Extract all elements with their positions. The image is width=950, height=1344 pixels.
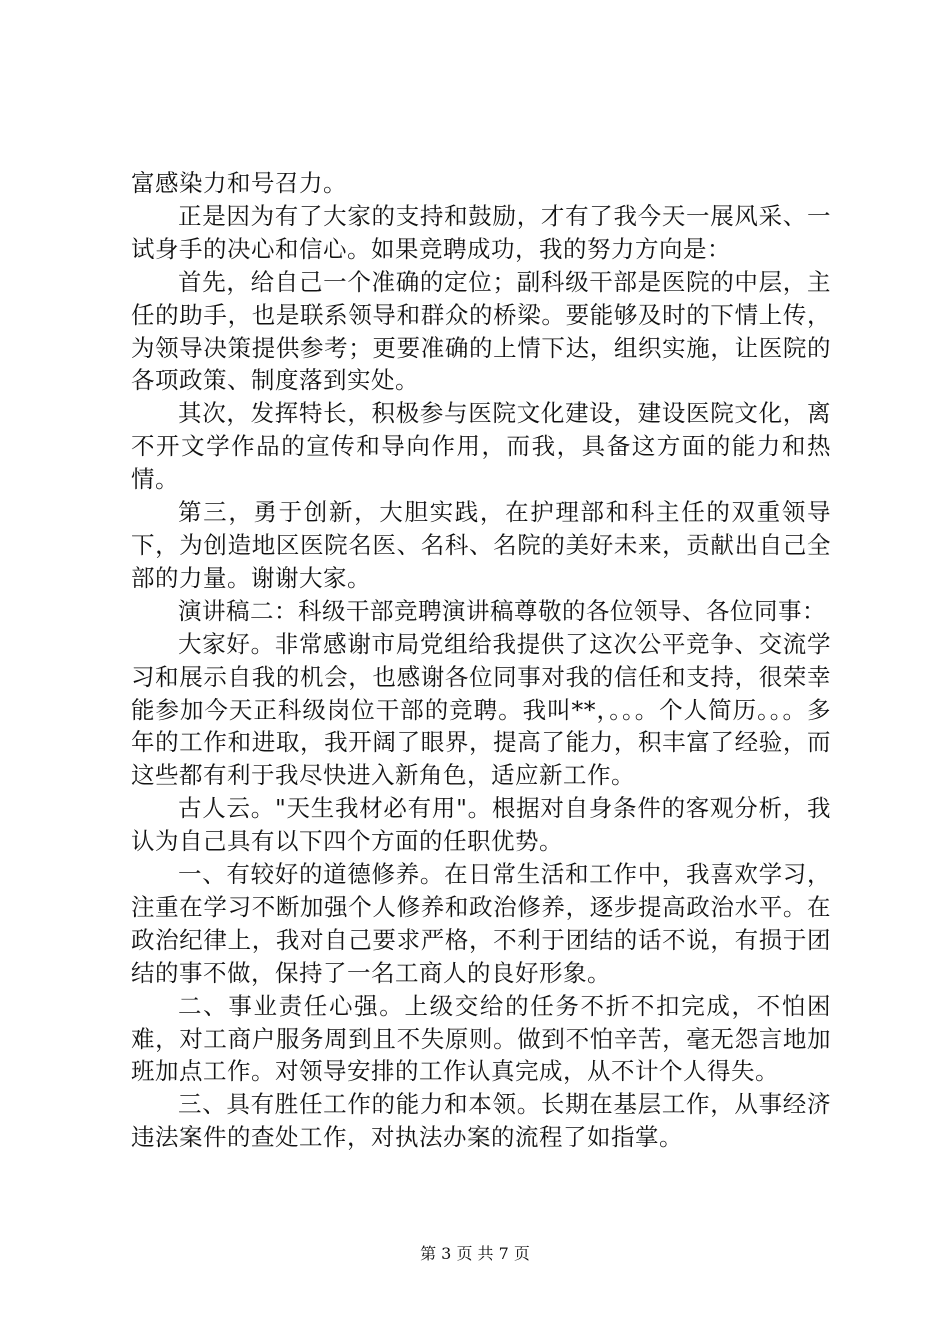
page-number-footer: 第 3 页 共 7 页	[420, 1244, 530, 1263]
paragraph: 演讲稿二：科级干部竞聘演讲稿尊敬的各位领导、各位同事：	[178, 596, 826, 625]
paragraph: 古人云。"天生我材必有用"。根据对自身条件的客观分析，我认为自己具有以下四个方面的任职优势。	[131, 794, 831, 856]
paragraph: 大家好。非常感谢市局党组给我提供了这次公平竞争、交流学习和展示自我的机会，也感谢各位同事对我的信任和支持，很荣幸能参加今天正科级岗位干部的竞聘。我叫**，。。。个人简历。。。多年的工作和进取，我开阔了眼界，提高了能力，积丰富了经验，而这些都有利于我尽快进入新角色，适应新工作。	[131, 629, 831, 790]
paragraph: 一、有较好的道德修养。在日常生活和工作中，我喜欢学习，注重在学习不断加强个人修养和政治修养，逐步提高政治水平。在政治纪律上，我对自己要求严格，不利于团结的话不说，有损于团结的事不做，保持了一名工商人的良好形象。	[131, 860, 831, 987]
paragraph: 第三，勇于创新，大胆实践，在护理部和科主任的双重领导下，为创造地区医院名医、名科、名院的美好未来，贡献出自己全部的力量。谢谢大家。	[131, 498, 831, 592]
paragraph: 正是因为有了大家的支持和鼓励，才有了我今天一展风采、一试身手的决心和信心。如果竞聘成功，我的努力方向是：	[131, 201, 831, 263]
paragraph: 首先，给自己一个准确的定位；副科级干部是医院的中层，主任的助手，也是联系领导和群众的桥梁。要能够及时的下情上传，为领导决策提供参考；更要准确的上情下达，组织实施，让医院的各项政策、制度落到实处。	[131, 267, 831, 395]
document-body	[131, 167, 831, 1154]
paragraph: 二、事业责任心强。上级交给的任务不折不扣完成，不怕困难，对工商户服务周到且不失原则。做到不怕辛苦，毫无怨言地加班加点工作。对领导安排的工作认真完成，从不计个人得失。	[131, 991, 831, 1086]
paragraph: 三、具有胜任工作的能力和本领。长期在基层工作，从事经济违法案件的查处工作，对执法办案的流程了如指掌。	[131, 1090, 831, 1152]
paragraph: 富感染力和号召力。	[131, 169, 347, 197]
paragraph: 其次，发挥特长，积极参与医院文化建设，建设医院文化，离不开文学作品的宣传和导向作用，而我，具备这方面的能力和热情。	[131, 399, 831, 494]
